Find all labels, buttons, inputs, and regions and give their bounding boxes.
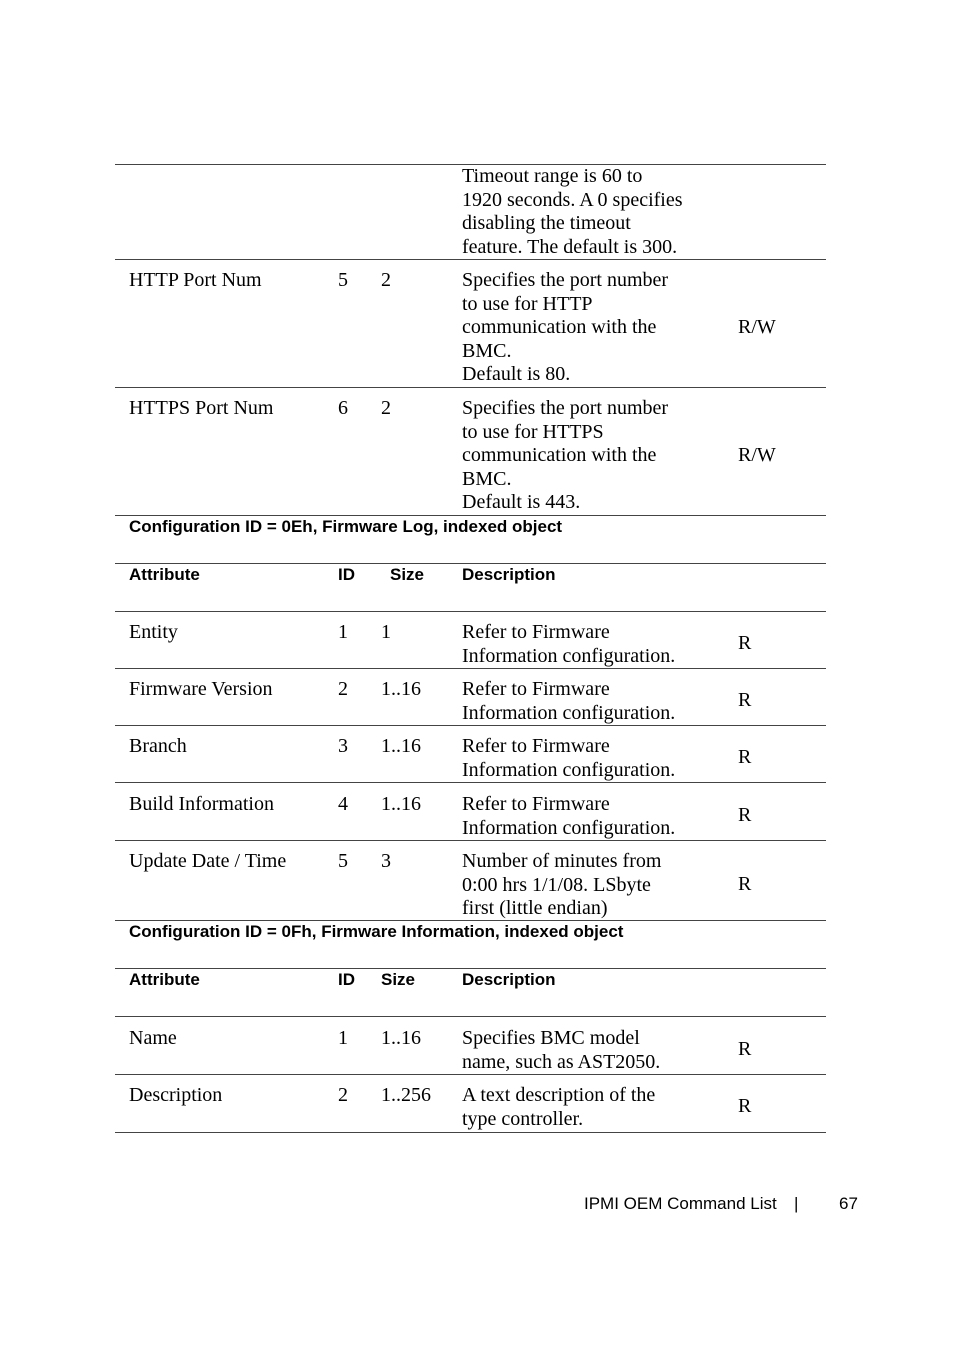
header-attribute: Attribute [129,565,200,584]
row-access: R/W [738,444,776,466]
row-id: 6 [338,397,348,419]
row-description: Specifies the port number to use for HTTP communication with the BMC. Default is 80. [462,269,669,385]
table-row [115,1074,826,1133]
row-description: Refer to Firmware Information configuration. [462,793,676,839]
header-id: ID [338,970,355,989]
table-row [115,725,826,783]
header-description: Description [462,970,556,989]
row-id: 2 [338,678,348,700]
row-size: 1..16 [381,678,421,700]
row-size: 2 [381,397,391,419]
row-id: 1 [338,621,348,643]
row-description: Specifies BMC model name, such as AST2050. [462,1027,661,1073]
table-row [115,840,826,921]
row-size: 1..16 [381,1027,421,1049]
row-access: R [738,1095,752,1117]
row-access: R [738,746,752,768]
table-row [115,259,826,388]
section-title-row [115,515,826,564]
header-size: Size [390,565,425,584]
footer-page-number: 67 [839,1194,858,1213]
table-row [115,611,826,669]
header-attribute: Attribute [129,970,200,989]
row-size: 1..256 [381,1084,431,1106]
row-id: 5 [338,269,348,291]
row-id: 2 [338,1084,348,1106]
row-attribute: Update Date / Time [129,850,287,872]
table-header-row [115,968,826,1017]
row-description: Refer to Firmware Information configuration. [462,621,676,667]
row-attribute: Firmware Version [129,678,273,700]
table-row [115,1016,826,1075]
table-header-row [115,563,826,612]
header-id: ID [338,565,355,584]
row-access: R [738,689,752,711]
row-size: 2 [381,269,391,291]
footer-doc-title: IPMI OEM Command List [584,1194,777,1213]
row-size: 1 [381,621,391,643]
row-size: 3 [381,850,391,872]
row-access: R [738,804,752,826]
row-description: Number of minutes from 0:00 hrs 1/1/08. LSbyte first (little endian) [462,850,662,919]
row-attribute: Build Information [129,793,274,815]
row-size: 1..16 [381,793,421,815]
row-access: R [738,632,752,654]
table-row [115,387,826,516]
header-size: Size [381,970,416,989]
row-description: A text description of the type controller. [462,1084,656,1130]
row-attribute: Entity [129,621,178,643]
table-row [115,164,826,260]
row-id: 5 [338,850,348,872]
table-row [115,782,826,841]
row-id: 4 [338,793,348,815]
row-access: R/W [738,316,776,338]
section-title: Configuration ID = 0Fh, Firmware Information, indexed object [129,922,624,941]
row-id: 3 [338,735,348,757]
row-description: Specifies the port number to use for HTTPS communication with the BMC. Default is 443. [462,397,669,513]
row-size: 1..16 [381,735,421,757]
row-description: Refer to Firmware Information configuration. [462,735,676,781]
table-row [115,668,826,726]
row-attribute: HTTP Port Num [129,269,262,291]
row-access: R [738,873,752,895]
section-title: Configuration ID = 0Eh, Firmware Log, indexed object [129,517,563,536]
footer-separator: | [794,1194,799,1213]
row-description: Timeout range is 60 to 1920 seconds. A 0 specifies disabling the timeout feature. The default is 300. [462,165,683,258]
row-id: 1 [338,1027,348,1049]
row-attribute: Branch [129,735,187,757]
section-title-row [115,920,826,969]
row-access: R [738,1038,752,1060]
row-attribute: Name [129,1027,177,1049]
header-description: Description [462,565,556,584]
row-description: Refer to Firmware Information configuration. [462,678,676,724]
row-attribute: HTTPS Port Num [129,397,274,419]
row-attribute: Description [129,1084,223,1106]
